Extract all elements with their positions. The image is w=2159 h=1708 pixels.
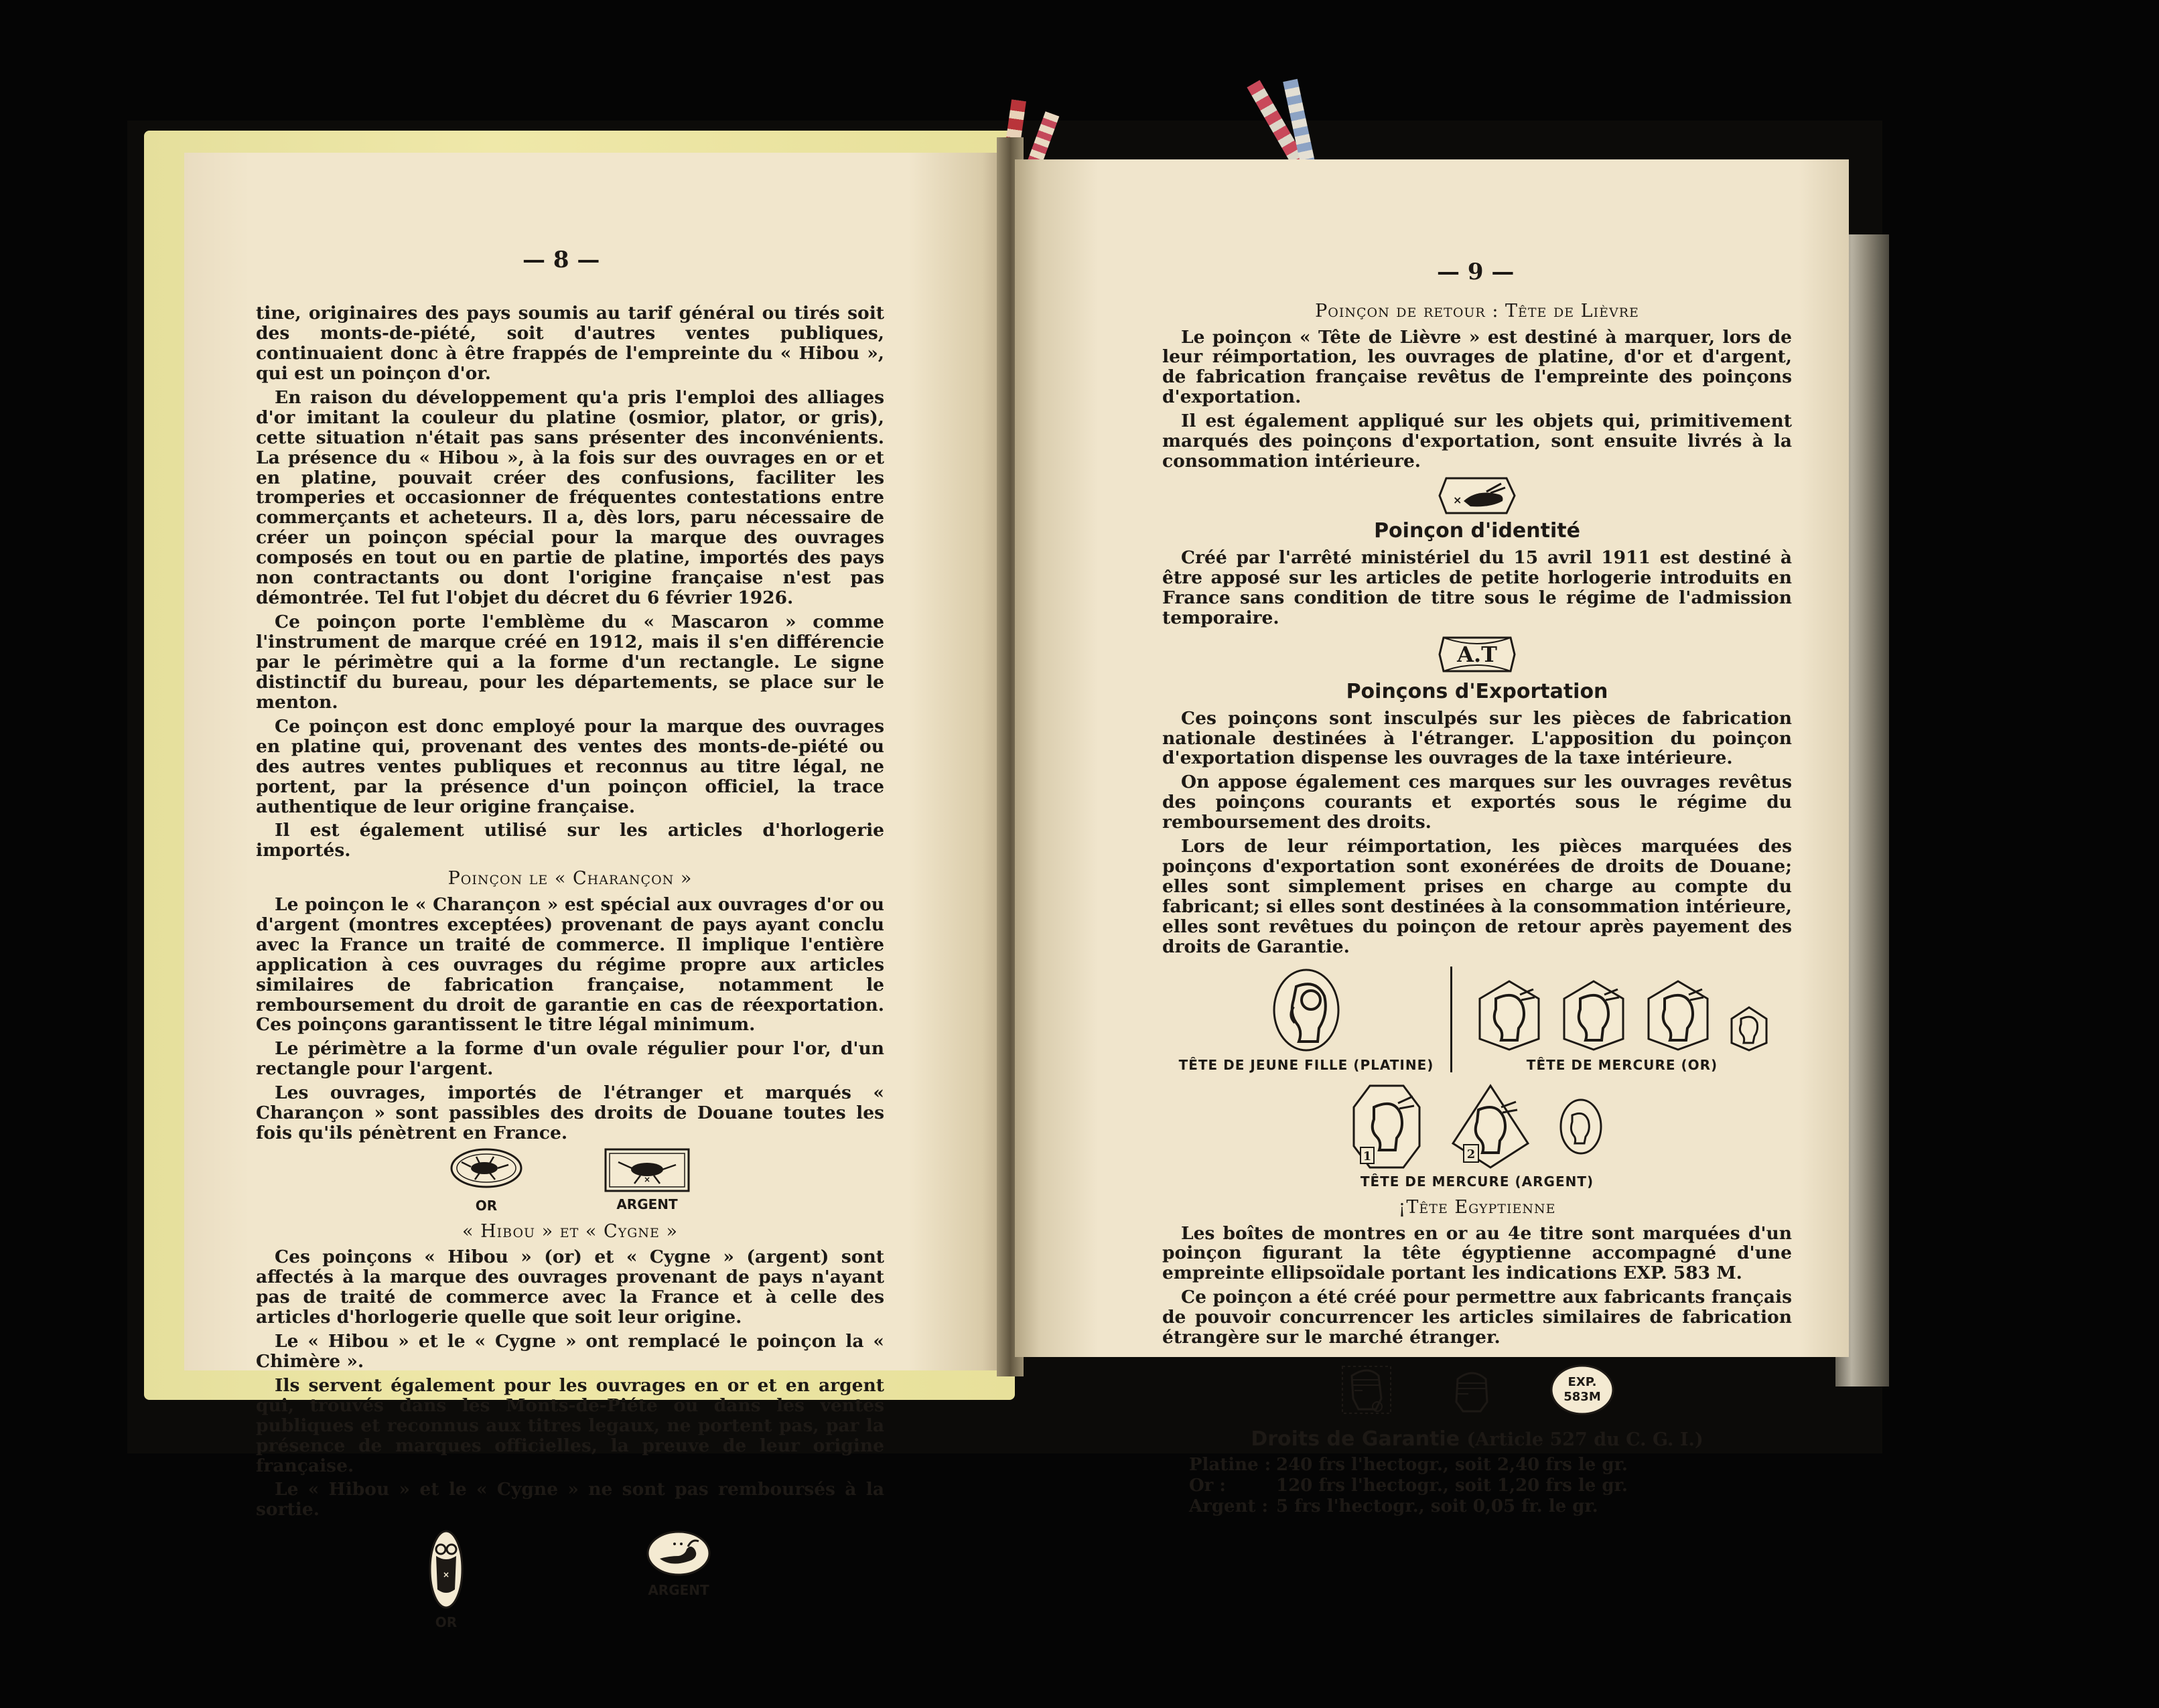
section-heading: Poinçon le « Charançon »: [447, 868, 693, 889]
jeune-fille-group: [1162, 967, 1452, 1073]
mercury-head-icon: [1350, 1083, 1423, 1170]
owl-icon: [428, 1529, 464, 1610]
page-9: [1015, 159, 1849, 1517]
tarif-table: [1189, 1455, 1792, 1518]
egyptian-marks: [1162, 1360, 1792, 1420]
droits-title: Droits de Garantie: [1251, 1427, 1460, 1451]
paragraph: Le « Hibou » et le « Cygne » ne sont pas remboursés à la sortie.: [256, 1479, 884, 1520]
section-heading: « Hibou » et « Cygne »: [462, 1220, 678, 1242]
paragraph: Il est également utilisé sur les articles d'horlogerie importés.: [256, 820, 884, 861]
stamp-lettering: A.T: [1457, 641, 1497, 667]
svg-text:×: ×: [644, 1175, 651, 1185]
charancon-argent-mark: [604, 1147, 691, 1214]
paragraph: Créé par l'arrêté ministériel du 15 avril 1911 est destiné à être apposé sur les articles de petite horlogerie introduits en France sans condition de titre sous le régime de l'admission temporaire.: [1162, 547, 1792, 628]
tarif-row: [1189, 1496, 1792, 1517]
tarif-value: 240 frs l'hectogr., soit 2,40 frs le gr.: [1276, 1455, 1628, 1476]
egyptian-head-icon: [1338, 1360, 1395, 1420]
paragraph: Ce poinçon a été créé pour permettre aux fabricants français de pouvoir concurrencer les articles similaires de fabrication étrangère sur le marché étranger.: [1162, 1287, 1792, 1348]
mercure-or-group: [1452, 979, 1792, 1073]
mercury-oval-icon: [1557, 1096, 1604, 1157]
page-9-text: [1162, 301, 1792, 1518]
mark-number: 2: [1466, 1147, 1476, 1162]
lievre-mark: [1162, 476, 1792, 516]
section-heading: ¡Tête Egyptienne: [1398, 1197, 1556, 1218]
paragraph: Le « Hibou » et le « Cygne » ont remplacé le poinçon la « Chimère ».: [256, 1330, 884, 1372]
svg-text:×: ×: [1453, 494, 1462, 507]
hibou-cygne-marks: [256, 1529, 884, 1630]
paragraph: Le poinçon le « Charançon » est spécial aux ouvrages d'or ou d'argent (montres exceptées) provenant de pays ayant conclu avec la France un traité de commerce. Il implique l'entière application à ces ouvrages du régime propre aux articles similaires de fabrication française, notamment le remboursement du droit de garantie en cas de réexportation. Ces poinçons garantissent le titre légal minimum.: [256, 894, 884, 1036]
tarif-row: [1189, 1455, 1792, 1476]
weevil-rectangle-icon: [604, 1147, 691, 1193]
tarif-value: 120 frs l'hectogr., soit 1,20 frs le gr.: [1276, 1476, 1628, 1496]
page-number: — 8 —: [523, 246, 600, 273]
paragraph: Les ouvrages, importés de l'étranger et marqués « Charançon » sont passibles des droits de Douane toutes les fois qu'ils pénètrent en France.: [256, 1082, 884, 1144]
paragraph: Ce poinçon porte l'emblème du « Mascaron » comme l'instrument de marque créé en 1912, mais il s'en différencie par le périmètre qui a la forme d'un rectangle. Le signe distinctif du bureau, pour les départements, se place sur le menton.: [256, 612, 884, 713]
at-stamp-icon: [1437, 632, 1517, 677]
hibou-mark: [428, 1529, 464, 1630]
mark-number: 1: [1363, 1149, 1372, 1164]
export-marks-row: [1162, 967, 1792, 1073]
paragraph: Ils servent également pour les ouvrages en or et en argent qui, trouvés dans les Monts-de-Piéte ou dans les ventes publiques et reconnus aux titres legaux, ne portent pas, par la présence de marques officielles, la preuve de leur origine française.: [256, 1374, 884, 1476]
paragraph: On appose également ces marques sur les ouvrages revêtus des poinçons courants et exportés sous le régime du remboursement des droits.: [1162, 772, 1792, 833]
mark-caption: TÊTE DE MERCURE (ARGENT): [1360, 1173, 1594, 1190]
mercure-or-marks: [1476, 979, 1769, 1052]
paragraph: Lors de leur réimportation, les pièces marquées des poinçons d'exportation sont exonérées de droits de Douane; elles sont simplement prises en charge au compte du fabricant; si elles sont destinées à la consommation intérieure, elles sont revêtues du poinçon de retour après payement des droits de Garantie.: [1162, 836, 1792, 957]
mercury-head-icon: [1560, 979, 1627, 1052]
mercure-argent-marks: [1350, 1083, 1604, 1170]
mercury-head-small-icon: [1729, 1005, 1769, 1052]
mark-caption: OR: [435, 1614, 458, 1631]
exp-number: 583M: [1563, 1390, 1601, 1405]
weevil-oval-icon: [449, 1147, 523, 1189]
paragraph: Il est également appliqué sur les objets qui, primitivement marqués des poinçons d'exportation, sont ensuite livrés à la consommation intérieure.: [1162, 411, 1792, 472]
charancon-or-mark: [449, 1147, 523, 1214]
mark-caption: ARGENT: [648, 1582, 709, 1599]
mark-caption: TÊTE DE MERCURE (OR): [1526, 1056, 1718, 1073]
paragraph: En raison du développement qu'a pris l'emploi des alliages d'or imitant la couleur du platine (osmior, plator, or gris), cette situation n'était pas sans présenter des inconvénients. La présence du « Hibou », à la fois sur des ouvrages en or et en platine, pouvait créer des confusions, faciliter les tromperies et occasionner de fréquentes contestations entre commerçants et acheteurs. Il a, dès lors, paru nécessaire de créer un poinçon spécial pour la marque des ouvrages composés en tout ou en partie de platine, importés des pays non contractants ou dont l'origine française n'est pas démontrée. Tel fut l'objet du décret du 6 février 1926.: [256, 386, 884, 609]
section-heading: Poinçon de retour : Tête de Lièvre: [1315, 301, 1639, 322]
page-8: [184, 153, 1007, 1631]
hare-head-icon: [1437, 476, 1517, 516]
identite-mark: [1162, 632, 1792, 677]
cygne-mark: [645, 1529, 712, 1630]
tarif-metal: Or :: [1189, 1476, 1226, 1496]
egyptian-head-icon: [1448, 1364, 1495, 1415]
charancon-marks: [256, 1147, 884, 1214]
section-heading: Poinçon d'identité: [1374, 519, 1580, 543]
paragraph: Ce poinçon est donc employé pour la marque des ouvrages en platine qui, provenant des ventes des monts-de-piété ou des autres ventes publiques et reconnus au titre légal, ne portent, par la présence d'un poinçon officiel, la trace authentique de leur origine française.: [256, 715, 884, 817]
mark-caption: OR: [475, 1198, 498, 1214]
mark-caption: TÊTE DE JEUNE FILLE (PLATINE): [1178, 1056, 1434, 1073]
section-heading: Poinçons d'Exportation: [1346, 679, 1608, 703]
swan-icon: [645, 1529, 712, 1577]
paragraph: Ces poinçons sont insculpés sur les pièces de fabrication nationale destinées à l'étranger. L'apposition du poinçon d'exportation dispense les ouvrages de la taxe intérieure.: [1162, 707, 1792, 769]
mercury-head-icon: [1645, 979, 1712, 1052]
paragraph: Le périmètre a la forme d'un ovale régulier pour l'or, d'un rectangle pour l'argent.: [256, 1038, 884, 1080]
mercure-argent-group: [1162, 1083, 1792, 1190]
tarif-metal: Platine :: [1189, 1455, 1271, 1476]
exp-oval-icon: [1549, 1363, 1616, 1417]
svg-text:×: ×: [443, 1570, 450, 1580]
paragraph: Le poinçon « Tête de Lièvre » est destiné à marquer, lors de leur réimportation, les ouvrages de platine, d'or et d'argent, de fabrication française revêtus de l'empreinte des poinçons d'exportation.: [1162, 326, 1792, 408]
droits-reference: (Article 527 du C. G. I.): [1466, 1429, 1703, 1451]
paragraph: tine, originaires des pays soumis au tarif général ou tirés soit des monts-de-piété, soit d'autres ventes publiques, continuaient donc à être frappés de l'empreinte du « Hibou », qui est un poinçon d'or.: [256, 303, 884, 384]
mark-caption: ARGENT: [616, 1196, 678, 1213]
section-heading: [1162, 1428, 1792, 1451]
paragraph: Les boîtes de montres en or au 4e titre sont marquées d'un poinçon figurant la tête égyptienne accompagné d'une empreinte ellipsoïdale portant les indications EXP. 583 M.: [1162, 1222, 1792, 1284]
mercury-head-icon: [1450, 1083, 1531, 1170]
tarif-metal: Argent :: [1189, 1496, 1269, 1517]
tarif-row: [1189, 1476, 1792, 1496]
exp-label: EXP.: [1568, 1375, 1597, 1390]
page-8-text: [256, 303, 884, 1636]
tarif-value: 5 frs l'hectogr., soit 0,05 fr. le gr.: [1276, 1496, 1598, 1517]
mercury-head-icon: [1476, 979, 1543, 1052]
paragraph: Ces poinçons « Hibou » (or) et « Cygne » (argent) sont affectés à la marque des ouvrages provenant de pays n'ayant pas de traité de commerce avec la France et à celle des articles d'horlogerie quelle que soit leur origine.: [256, 1247, 884, 1328]
young-girl-head-icon: [1269, 967, 1343, 1054]
page-number: — 9 —: [1437, 259, 1515, 285]
